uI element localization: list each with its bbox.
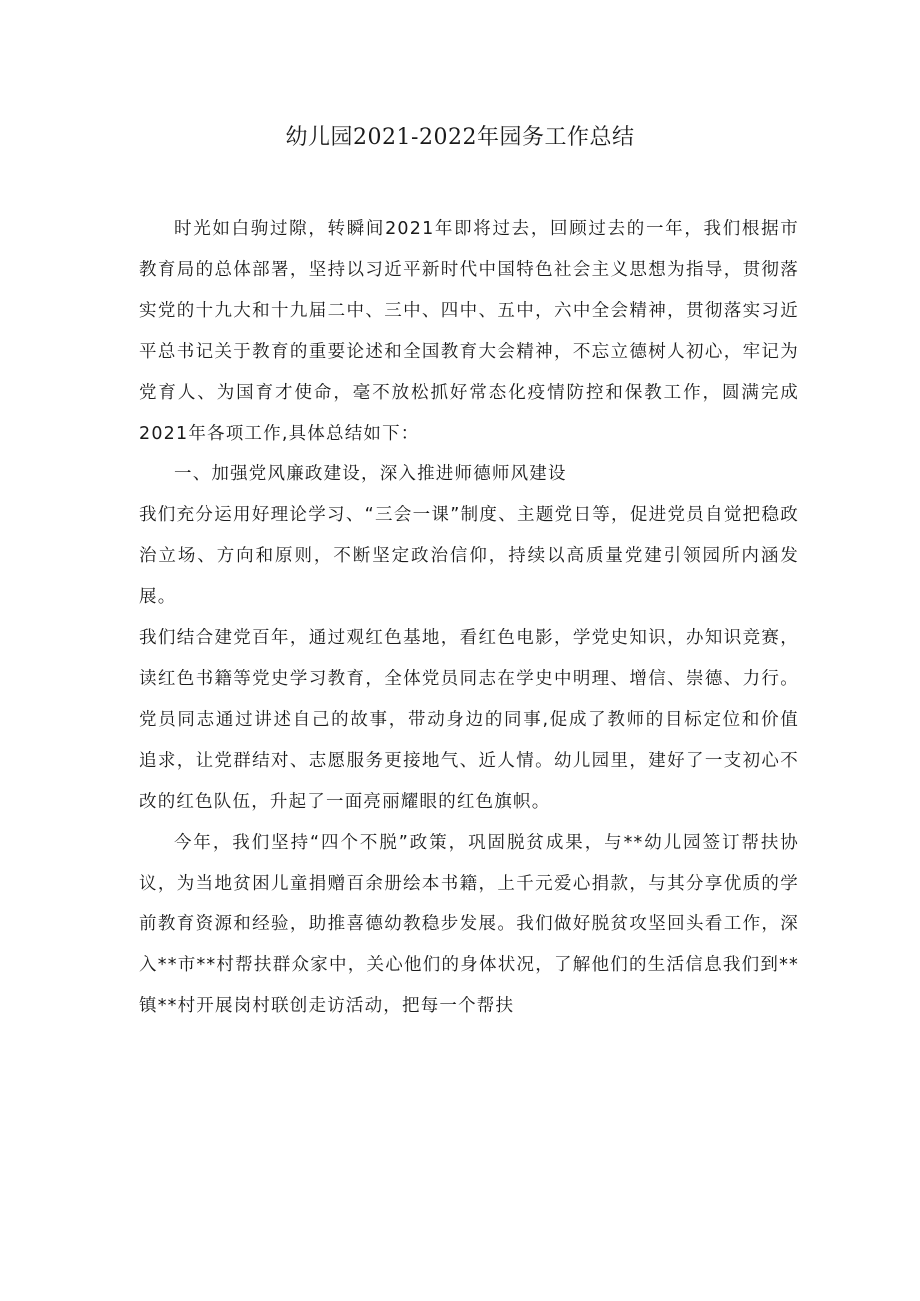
paragraph-centenary: 我们结合建党百年，通过观红色基地，看红色电影，学党史知识，办知识竞赛，读红色书籍等党史学习教育，全体党员同志在学史中明理、增信、崇德、力行。党员同志通过讲述自己的故事，带动身边的同事,促成了教师的目标定位和价值追求，让党群结对、志愿服务更接地气、近人情。幼儿园里，建好了一支初心不改的红色队伍，升起了一面亮丽耀眼的红色旗帜。 <box>139 628 799 812</box>
paragraph-poverty-aid: 今年，我们坚持“四个不脱”政策，巩固脱贫成果，与**幼儿园签订帮扶协议，为当地贫困儿童捐赠百余册绘本书籍，上千元爱心捐款，与其分享优质的学前教育资源和经验，助推喜德幼教稳步发展。我们做好脱贫攻坚回头看工作，深入**市**村帮扶群众家中，关心他们的身体状况，了解他们的生活信息我们到**镇**村开展岗村联创走访活动，把每一个帮扶 <box>139 832 799 1017</box>
document-body <box>139 209 799 1027</box>
section-heading-1: 一、加强党风廉政建设，深入推进师德师风建设 <box>174 464 567 485</box>
paragraph-party-study: 我们充分运用好理论学习、“三会一课”制度、主题党日等，促进党员自觉把稳政治立场、方向和原则，不断坚定政治信仰，持续以高质量党建引领园所内涵发展。 <box>139 505 799 608</box>
document-title: 幼儿园2021-2022年园务工作总结 <box>285 125 635 150</box>
paragraph-intro: 时光如白驹过隙，转瞬间2021年即将过去，回顾过去的一年，我们根据市教育局的总体部署，坚持以习近平新时代中国特色社会主义思想为指导，贯彻落实党的十九大和十九届二中、三中、四中、五中，六中全会精神，贯彻落实习近平总书记关于教育的重要论述和全国教育大会精神，不忘立德树人初心，牢记为党育人、为国育才使命，毫不放松抓好常态化疫情防控和保教工作，圆满完成2021年各项工作,具体总结如下： <box>139 219 799 444</box>
